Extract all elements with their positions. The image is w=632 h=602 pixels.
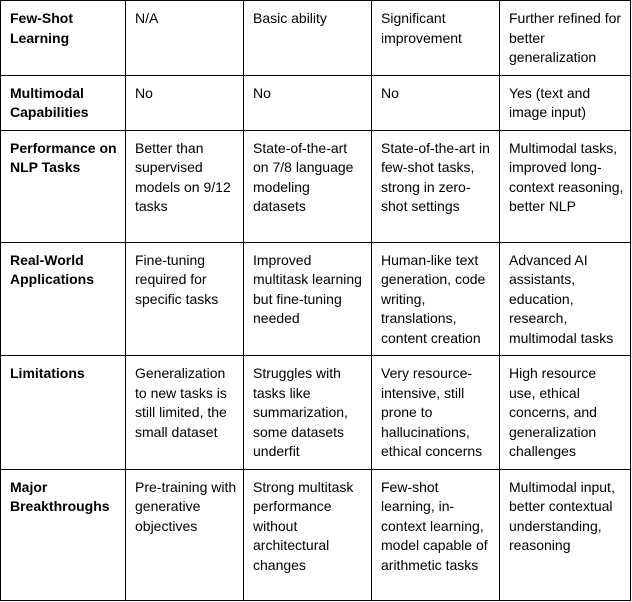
table-cell: No	[126, 75, 244, 130]
table-cell: Basic ability	[244, 1, 372, 76]
row-label: Real-World Applications	[1, 242, 126, 356]
table-cell: N/A	[126, 1, 244, 76]
table-cell: Strong multitask performance without architectural changes	[244, 469, 372, 600]
table-cell: Very resource-intensive, still prone to hallucinations, ethical concerns	[372, 356, 500, 470]
table-cell: Better than supervised models on 9/12 tasks	[126, 130, 244, 242]
table-cell: State-of-the-art on 7/8 language modeling datasets	[244, 130, 372, 242]
row-label: Performance on NLP Tasks	[1, 130, 126, 242]
table-cell: Few-shot learning, in-context learning, model capable of arithmetic tasks	[372, 469, 500, 600]
table-cell: Generalization to new tasks is still limited, the small dataset	[126, 356, 244, 470]
row-label: Major Breakthroughs	[1, 469, 126, 600]
row-label: Limitations	[1, 356, 126, 470]
table-cell: Significant improvement	[372, 1, 500, 76]
table-cell: Pre-training with generative objectives	[126, 469, 244, 600]
table-cell: State-of-the-art in few-shot tasks, strong in zero-shot settings	[372, 130, 500, 242]
table-cell: No	[372, 75, 500, 130]
table-cell: Struggles with tasks like summarization, some datasets underfit	[244, 356, 372, 470]
table-cell: No	[244, 75, 372, 130]
table-cell: Advanced AI assistants, education, research, multimodal tasks	[500, 242, 631, 356]
row-label: Multimodal Capabilities	[1, 75, 126, 130]
table-cell: High resource use, ethical concerns, and generalization challenges	[500, 356, 631, 470]
table-cell: Improved multitask learning but fine-tuning needed	[244, 242, 372, 356]
row-label: Few-Shot Learning	[1, 1, 126, 76]
table-row	[1, 242, 631, 356]
table-cell: Multimodal input, better contextual understanding, reasoning	[500, 469, 631, 600]
table-row	[1, 75, 631, 130]
table-row	[1, 1, 631, 76]
table-cell: Further refined for better generalization	[500, 1, 631, 76]
table-row	[1, 130, 631, 242]
table-cell: Yes (text and image input)	[500, 75, 631, 130]
table-cell: Fine-tuning required for specific tasks	[126, 242, 244, 356]
table-row	[1, 356, 631, 470]
table-cell: Multimodal tasks, improved long-context reasoning, better NLP	[500, 130, 631, 242]
table-row	[1, 469, 631, 600]
table-cell: Human-like text generation, code writing, translations, content creation	[372, 242, 500, 356]
